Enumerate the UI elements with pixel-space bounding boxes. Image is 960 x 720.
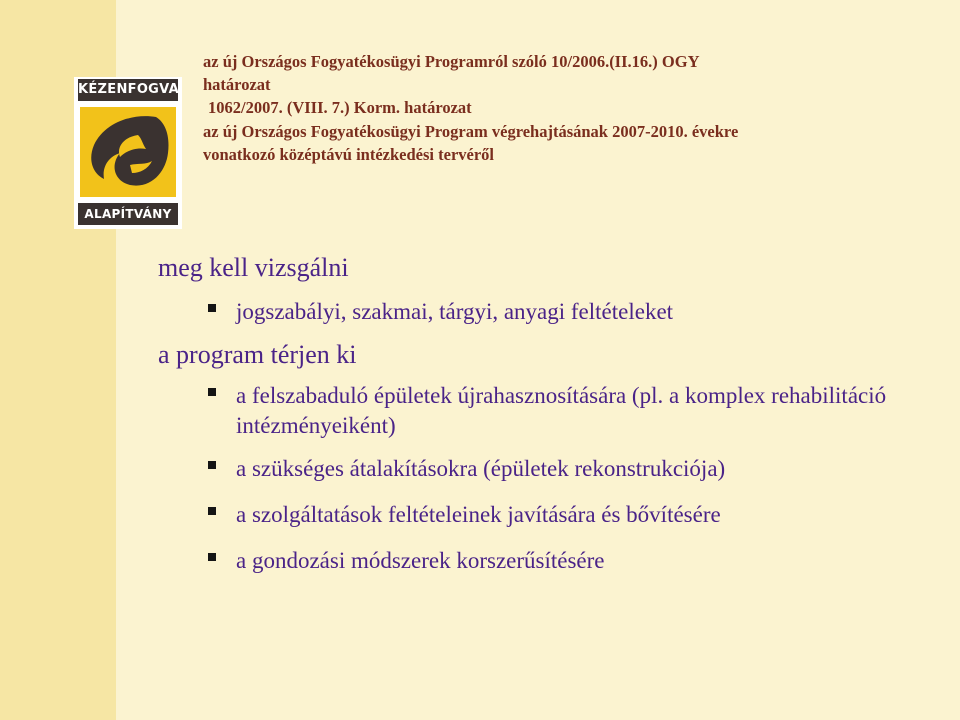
document-header: [203, 50, 943, 166]
bullet-item: [158, 500, 953, 530]
bullet-text: jogszabályi, szakmai, tárgyi, anyagi feltételeket: [236, 299, 674, 324]
logo-bottom-label: ALAPÍTVÁNY: [78, 203, 178, 225]
bullet-item: [158, 546, 953, 576]
section-heading: meg kell vizsgálni: [158, 253, 349, 282]
bullet-text: a gondozási módszerek korszerűsítésére: [236, 548, 605, 573]
square-bullet-icon: [208, 388, 216, 396]
bullet-item: [158, 381, 953, 441]
logo-top-label: KÉZENFOGVA: [78, 79, 178, 101]
square-bullet-icon: [208, 553, 216, 561]
bullet-text: a felszabaduló épületek újrahasznosítására (pl. a komplex rehabilitáció intézményeiként): [236, 383, 887, 438]
bullet-item: [158, 297, 953, 327]
section-examine: [158, 250, 953, 327]
bullet-item: [158, 454, 953, 484]
section-heading: a program térjen ki: [158, 340, 357, 369]
header-line: vonatkozó középtávú intézkedési tervéről: [203, 144, 494, 164]
header-line: az új Országos Fogyatékosügyi Program végrehajtásának 2007-2010. évekre: [203, 121, 739, 141]
square-bullet-icon: [208, 507, 216, 515]
square-bullet-icon: [208, 304, 216, 312]
bullet-text: a szükséges átalakításokra (épületek rekonstrukciója): [236, 456, 726, 481]
header-line: 1062/2007. (VIII. 7.) Korm. határozat: [208, 98, 472, 118]
logo-emblem-icon: [80, 107, 176, 197]
section-program: [158, 337, 953, 576]
header-line: az új Országos Fogyatékosügyi Programról szóló 10/2006.(II.16.) OGY: [203, 52, 700, 71]
slide-content: [158, 250, 953, 576]
bullet-text: a szolgáltatások feltételeinek javítására és bővítésére: [236, 502, 721, 527]
kezenfogva-logo: [74, 77, 182, 229]
header-line: határozat: [203, 75, 271, 95]
square-bullet-icon: [208, 461, 216, 469]
